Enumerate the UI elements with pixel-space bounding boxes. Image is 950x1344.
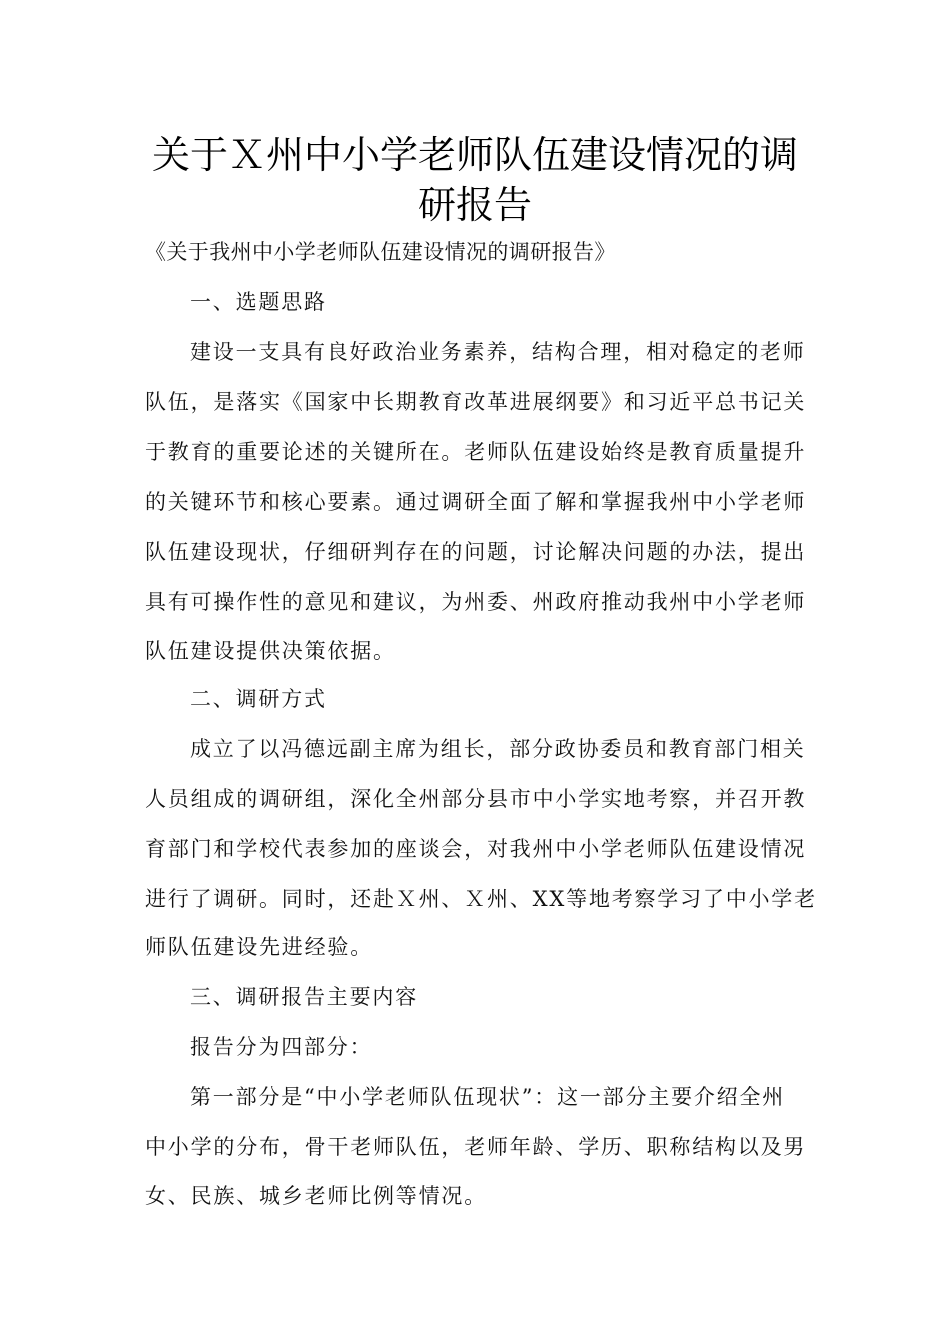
section-3-paragraph-line: 中小学的分布，骨干老师队伍，老师年龄、学历、职称结构以及男 (145, 1135, 807, 1159)
document-title-line-2: 研报告 (417, 183, 532, 227)
section-1-paragraph-line: 队伍建设现状，仔细研判存在的问题，讨论解决问题的办法，提出 (145, 540, 807, 564)
section-2-paragraph-line: 育部门和学校代表参加的座谈会，对我州中小学老师队伍建设情况 (145, 837, 807, 861)
document-title-line-1: 关于Ｘ州中小学老师队伍建设情况的调 (151, 133, 798, 177)
section-1-paragraph-line: 的关键环节和核心要素。通过调研全面了解和掌握我州中小学老师 (145, 490, 807, 514)
section-1-paragraph-line: 具有可操作性的意见和建议，为州委、州政府推动我州中小学老师 (145, 590, 807, 614)
section-1-paragraph-line: 队伍，是落实《国家中长期教育改革进展纲要》和习近平总书记关 (145, 390, 807, 414)
section-2-paragraph-line: 师队伍建设先进经验。 (145, 935, 373, 959)
section-1-paragraph-line: 于教育的重要论述的关键所在。老师队伍建设始终是教育质量提升 (145, 440, 807, 464)
section-3-intro: 报告分为四部分： (190, 1035, 373, 1059)
section-1-paragraph-line: 队伍建设提供决策依据。 (145, 639, 396, 663)
section-3-paragraph-line: 第一部分是“中小学老师队伍现状”：这一部分主要介绍全州 (190, 1085, 786, 1109)
section-2-paragraph-line: 进行了调研。同时，还赴Ｘ州、Ｘ州、XX等地考察学习了中小学老 (145, 887, 817, 911)
section-1-heading: 一、选题思路 (190, 290, 327, 314)
document-subtitle: 《关于我州中小学老师队伍建设情况的调研报告》 (145, 240, 616, 264)
section-2-heading: 二、调研方式 (190, 687, 327, 711)
section-1-paragraph-line: 建设一支具有良好政治业务素养，结构合理，相对稳定的老师 (190, 340, 806, 364)
section-3-paragraph-line: 女、民族、城乡老师比例等情况。 (145, 1184, 487, 1208)
section-2-paragraph-line: 人员组成的调研组，深化全州部分县市中小学实地考察，并召开教 (145, 787, 807, 811)
section-3-heading: 三、调研报告主要内容 (190, 985, 418, 1009)
section-2-paragraph-line: 成立了以冯德远副主席为组长，部分政协委员和教育部门相关 (190, 737, 806, 761)
